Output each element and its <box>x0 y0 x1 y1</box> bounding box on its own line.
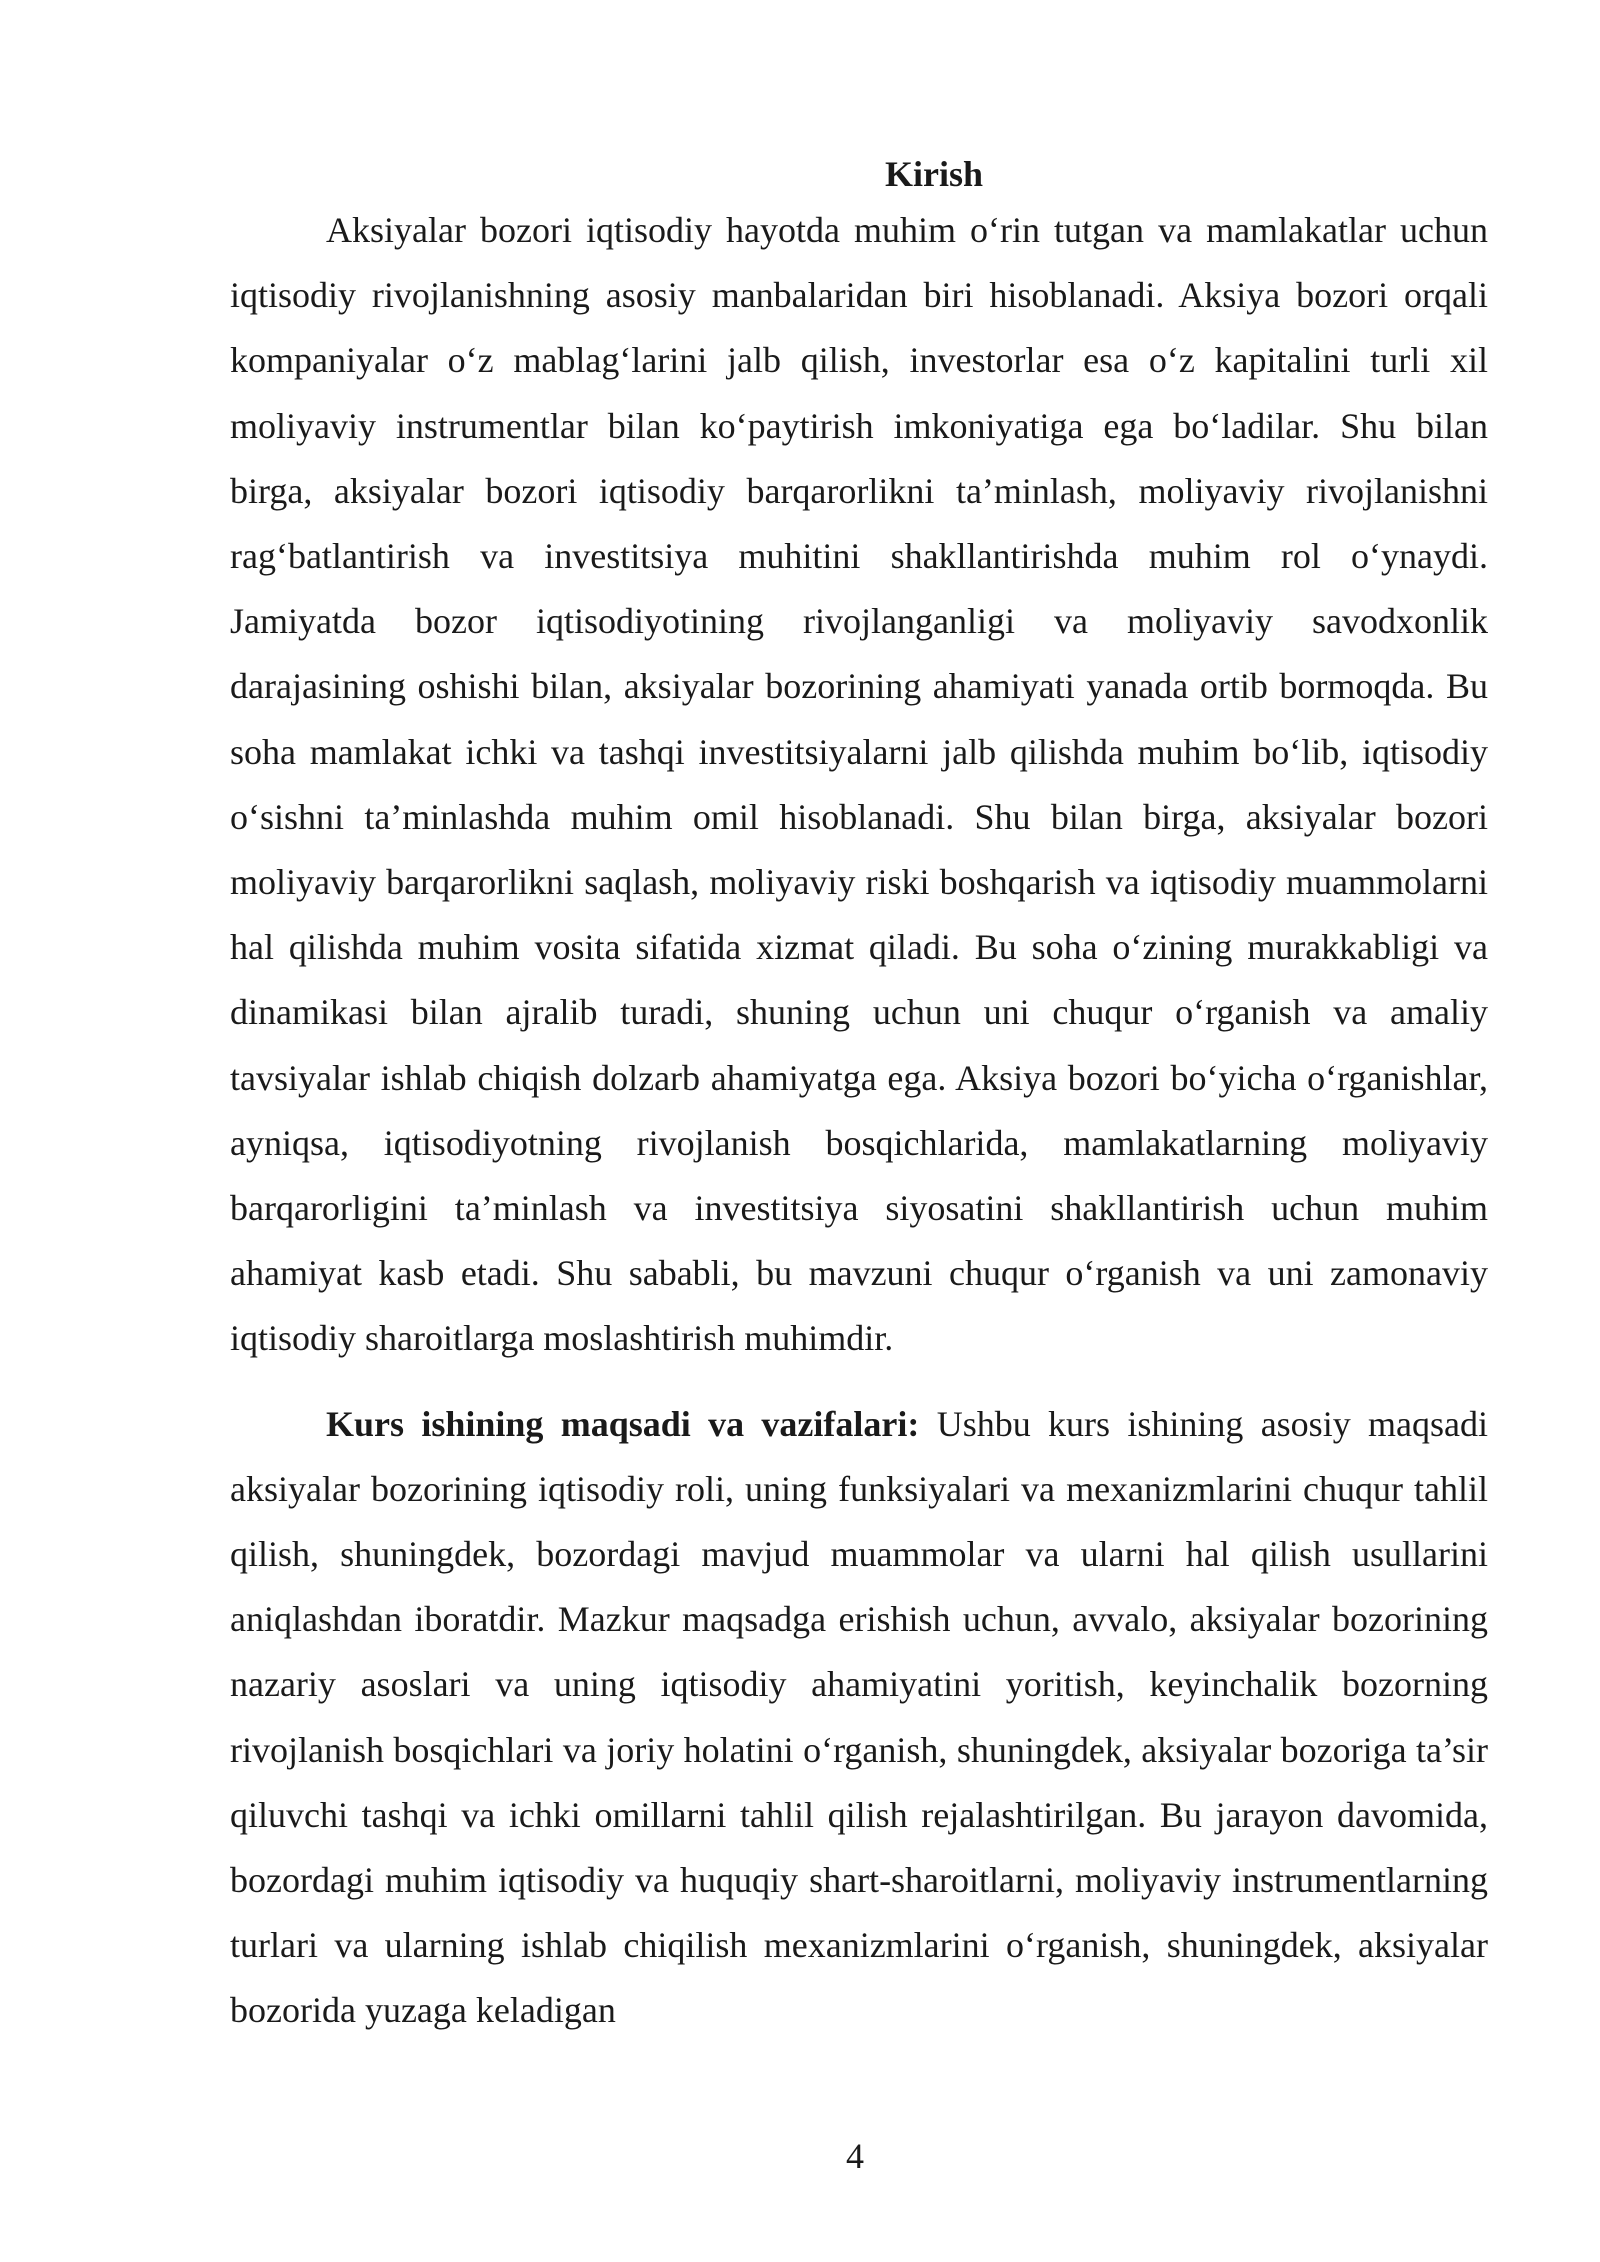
section-heading: Kirish <box>884 154 983 194</box>
page-number: 4 <box>846 2136 864 2176</box>
page-content <box>230 150 1488 2044</box>
goals-lead-text: Kurs ishining maqsadi va vazifalari: <box>326 1403 920 1444</box>
intro-paragraph: Aksiyalar bozori iqtisodiy hayotda muhim o‘rin tutgan va mamlakatlar uchun iqtisodiy rivojlanishning asosiy manbalaridan biri hisoblanadi. Aksiya bozori orqali kompaniyalar o‘z mablag‘larini jalb qilish, investorlar esa o‘z kapitalini turli xil moliyaviy instrumentlar bilan ko‘paytirish imkoniyatiga ega bo‘ladilar. Shu bilan birga, aksiyalar bozori iqtisodiy barqarorlikni ta’minlash, moliyaviy rivojlanishni rag‘batlantirish va investitsiya muhitini shakllantirishda muhim rol o‘ynaydi. Jamiyatda bozor iqtisodiyotining rivojlanganligi va moliyaviy savodxonlik darajasining oshishi bilan, aksiyalar bozorining ahamiyati yanada ortib bormoqda. Bu soha mamlakat ichki va tashqi investitsiyalarni jalb qilishda muhim bo‘lib, iqtisodiy o‘sishni ta’minlashda muhim omil hisoblanadi. Shu bilan birga, aksiyalar bozori moliyaviy barqarorlikni saqlash, moliyaviy riski boshqarish va iqtisodiy muammolarni hal qilishda muhim vosita sifatida xizmat qiladi. Bu soha o‘zining murakkabligi va dinamikasi bilan ajralib turadi, shuning uchun uni chuqur o‘rganish va amaliy tavsiyalar ishlab chiqish dolzarb ahamiyatga ega. Aksiya bozori bo‘yicha o‘rganishlar, ayniqsa, iqtisodiyotning rivojlanish bosqichlarida, mamlakatlarning moliyaviy barqarorligini ta’minlash va investitsiya siyosatini shakllantirish uchun muhim ahamiyat kasb etadi. Shu sababli, bu mavzuni chuqur o‘rganish va uni zamonaviy iqtisodiy sharoitlarga moslashtirish muhimdir. <box>230 210 1488 1359</box>
goals-paragraph <box>230 1392 1488 2044</box>
goals-body-text: Ushbu kurs ishining asosiy maqsadi aksiyalar bozorining iqtisodiy roli, uning funksiyalari va mexanizmlarini chuqur tahlil qilish, shuningdek, bozordagi mavjud muammolar va ularni hal qilish usullarini aniqlashdan iboratdir. Mazkur maqsadga erishish uchun, avvalo, aksiyalar bozorining nazariy asoslari va uning iqtisodiy ahamiyatini yoritish, keyinchalik bozorning rivojlanish bosqichlari va joriy holatini o‘rganish, shuningdek, aksiyalar bozoriga ta’sir qiluvchi tashqi va ichki omillarni tahlil qilish rejalashtirilgan. Bu jarayon davomida, bozordagi muhim iqtisodiy va huquqiy shart-sharoitlarni, moliyaviy instrumentlarning turlari va ularning ishlab chiqilish mexanizmlarini o‘rganish, shuningdek, aksiyalar bozorida yuzaga keladigan <box>230 1403 1488 2031</box>
